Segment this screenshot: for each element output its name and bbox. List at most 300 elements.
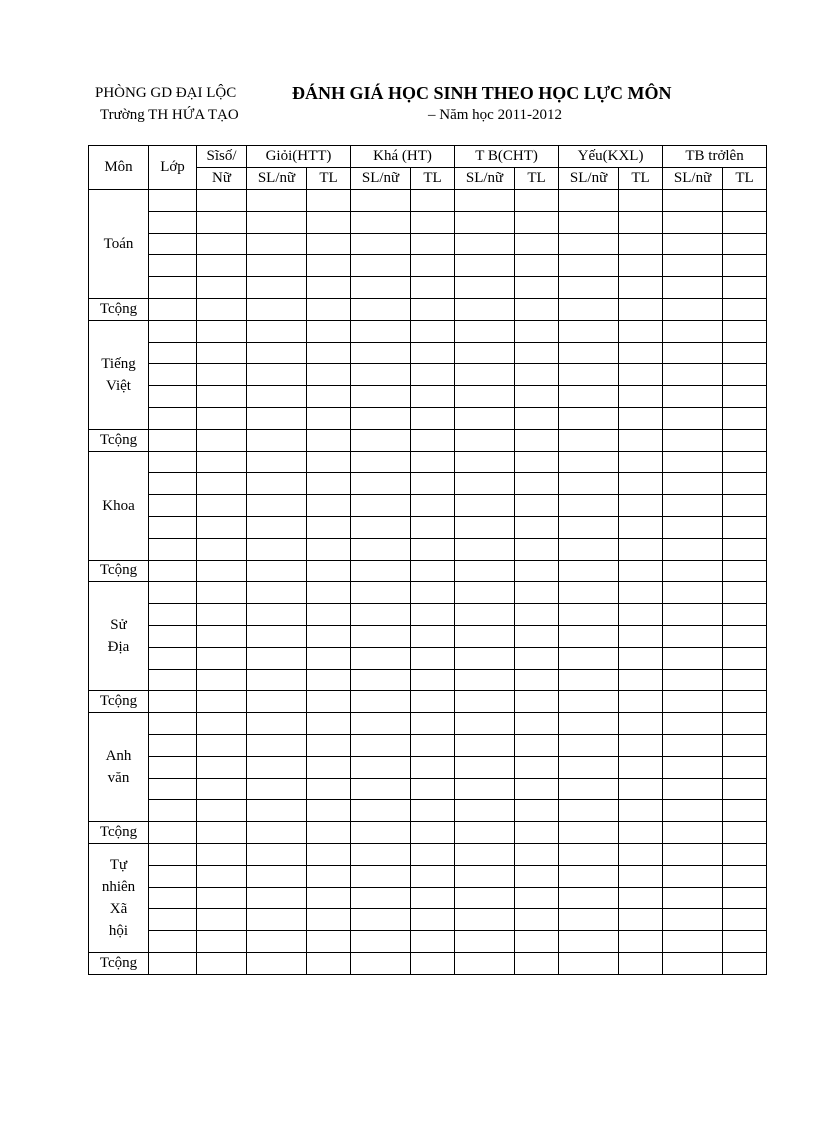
total-cell[interactable] [515,952,559,974]
data-cell[interactable] [455,538,515,560]
data-cell[interactable] [663,473,723,495]
data-cell[interactable] [351,756,411,778]
data-cell[interactable] [411,800,455,822]
data-cell[interactable] [723,800,767,822]
data-cell[interactable] [455,647,515,669]
data-cell[interactable] [455,713,515,735]
data-cell[interactable] [149,887,197,909]
data-cell[interactable] [247,778,307,800]
data-cell[interactable] [149,778,197,800]
data-cell[interactable] [149,211,197,233]
data-cell[interactable] [455,582,515,604]
data-cell[interactable] [247,887,307,909]
total-cell[interactable] [247,560,307,582]
data-cell[interactable] [411,277,455,299]
total-cell[interactable] [351,560,411,582]
data-cell[interactable] [197,865,247,887]
data-cell[interactable] [663,734,723,756]
data-cell[interactable] [197,778,247,800]
data-cell[interactable] [515,778,559,800]
data-cell[interactable] [663,320,723,342]
total-cell[interactable] [247,429,307,451]
data-cell[interactable] [663,669,723,691]
total-cell[interactable] [559,560,619,582]
data-cell[interactable] [149,516,197,538]
data-cell[interactable] [149,364,197,386]
data-cell[interactable] [455,778,515,800]
data-cell[interactable] [307,865,351,887]
data-cell[interactable] [247,538,307,560]
total-cell[interactable] [307,298,351,320]
total-cell[interactable] [411,691,455,713]
total-cell[interactable] [559,429,619,451]
data-cell[interactable] [307,451,351,473]
data-cell[interactable] [197,909,247,931]
data-cell[interactable] [307,843,351,865]
data-cell[interactable] [247,713,307,735]
data-cell[interactable] [559,407,619,429]
data-cell[interactable] [351,778,411,800]
data-cell[interactable] [197,931,247,953]
total-cell[interactable] [455,691,515,713]
data-cell[interactable] [351,386,411,408]
data-cell[interactable] [559,756,619,778]
total-cell[interactable] [411,952,455,974]
data-cell[interactable] [515,190,559,212]
total-cell[interactable] [619,822,663,844]
data-cell[interactable] [619,800,663,822]
data-cell[interactable] [619,843,663,865]
data-cell[interactable] [723,516,767,538]
data-cell[interactable] [559,909,619,931]
data-cell[interactable] [559,516,619,538]
data-cell[interactable] [247,756,307,778]
total-cell[interactable] [307,560,351,582]
data-cell[interactable] [515,887,559,909]
data-cell[interactable] [619,778,663,800]
data-cell[interactable] [247,516,307,538]
data-cell[interactable] [619,320,663,342]
data-cell[interactable] [247,451,307,473]
data-cell[interactable] [559,320,619,342]
data-cell[interactable] [307,734,351,756]
data-cell[interactable] [247,669,307,691]
data-cell[interactable] [411,669,455,691]
data-cell[interactable] [515,604,559,626]
data-cell[interactable] [663,190,723,212]
total-cell[interactable] [247,691,307,713]
data-cell[interactable] [411,386,455,408]
data-cell[interactable] [619,386,663,408]
data-cell[interactable] [197,647,247,669]
data-cell[interactable] [663,516,723,538]
data-cell[interactable] [619,756,663,778]
data-cell[interactable] [351,669,411,691]
total-cell[interactable] [411,822,455,844]
data-cell[interactable] [149,625,197,647]
data-cell[interactable] [307,255,351,277]
data-cell[interactable] [411,516,455,538]
data-cell[interactable] [515,255,559,277]
data-cell[interactable] [619,713,663,735]
data-cell[interactable] [663,865,723,887]
data-cell[interactable] [455,734,515,756]
data-cell[interactable] [307,800,351,822]
data-cell[interactable] [663,233,723,255]
total-cell[interactable] [515,822,559,844]
data-cell[interactable] [149,342,197,364]
data-cell[interactable] [247,407,307,429]
total-cell[interactable] [149,691,197,713]
total-cell[interactable] [455,560,515,582]
data-cell[interactable] [515,538,559,560]
data-cell[interactable] [515,277,559,299]
data-cell[interactable] [247,647,307,669]
data-cell[interactable] [411,451,455,473]
data-cell[interactable] [559,386,619,408]
total-cell[interactable] [149,429,197,451]
data-cell[interactable] [723,909,767,931]
data-cell[interactable] [351,516,411,538]
data-cell[interactable] [515,582,559,604]
total-cell[interactable] [723,952,767,974]
data-cell[interactable] [149,386,197,408]
data-cell[interactable] [619,364,663,386]
data-cell[interactable] [515,734,559,756]
total-cell[interactable] [247,952,307,974]
data-cell[interactable] [351,342,411,364]
total-cell[interactable] [619,298,663,320]
data-cell[interactable] [307,647,351,669]
data-cell[interactable] [663,887,723,909]
data-cell[interactable] [307,473,351,495]
data-cell[interactable] [307,756,351,778]
data-cell[interactable] [515,625,559,647]
data-cell[interactable] [149,473,197,495]
data-cell[interactable] [149,734,197,756]
data-cell[interactable] [197,516,247,538]
data-cell[interactable] [723,190,767,212]
data-cell[interactable] [455,473,515,495]
total-cell[interactable] [723,691,767,713]
data-cell[interactable] [455,756,515,778]
data-cell[interactable] [351,255,411,277]
data-cell[interactable] [351,734,411,756]
data-cell[interactable] [307,713,351,735]
data-cell[interactable] [455,342,515,364]
data-cell[interactable] [247,931,307,953]
data-cell[interactable] [307,495,351,517]
total-cell[interactable] [149,822,197,844]
data-cell[interactable] [411,211,455,233]
total-cell[interactable] [663,822,723,844]
data-cell[interactable] [307,233,351,255]
data-cell[interactable] [663,538,723,560]
data-cell[interactable] [411,320,455,342]
total-cell[interactable] [197,560,247,582]
data-cell[interactable] [307,342,351,364]
data-cell[interactable] [663,931,723,953]
data-cell[interactable] [619,190,663,212]
data-cell[interactable] [663,625,723,647]
data-cell[interactable] [723,277,767,299]
data-cell[interactable] [411,887,455,909]
data-cell[interactable] [619,538,663,560]
total-cell[interactable] [247,298,307,320]
data-cell[interactable] [351,625,411,647]
data-cell[interactable] [351,887,411,909]
total-cell[interactable] [455,822,515,844]
data-cell[interactable] [559,451,619,473]
data-cell[interactable] [197,255,247,277]
data-cell[interactable] [197,734,247,756]
total-cell[interactable] [149,952,197,974]
total-cell[interactable] [619,691,663,713]
data-cell[interactable] [197,713,247,735]
data-cell[interactable] [723,386,767,408]
data-cell[interactable] [247,277,307,299]
total-cell[interactable] [149,560,197,582]
data-cell[interactable] [455,604,515,626]
data-cell[interactable] [351,364,411,386]
data-cell[interactable] [723,713,767,735]
data-cell[interactable] [197,843,247,865]
total-cell[interactable] [663,298,723,320]
data-cell[interactable] [411,713,455,735]
data-cell[interactable] [149,495,197,517]
total-cell[interactable] [351,691,411,713]
total-cell[interactable] [455,952,515,974]
data-cell[interactable] [149,800,197,822]
data-cell[interactable] [197,211,247,233]
data-cell[interactable] [197,800,247,822]
data-cell[interactable] [351,909,411,931]
data-cell[interactable] [723,320,767,342]
data-cell[interactable] [663,211,723,233]
data-cell[interactable] [411,625,455,647]
data-cell[interactable] [723,865,767,887]
data-cell[interactable] [559,190,619,212]
total-cell[interactable] [351,952,411,974]
data-cell[interactable] [197,233,247,255]
data-cell[interactable] [197,669,247,691]
total-cell[interactable] [411,560,455,582]
data-cell[interactable] [247,364,307,386]
data-cell[interactable] [619,931,663,953]
data-cell[interactable] [351,843,411,865]
data-cell[interactable] [663,800,723,822]
data-cell[interactable] [619,407,663,429]
data-cell[interactable] [515,516,559,538]
data-cell[interactable] [351,407,411,429]
total-cell[interactable] [723,298,767,320]
total-cell[interactable] [351,429,411,451]
total-cell[interactable] [411,298,455,320]
data-cell[interactable] [559,647,619,669]
data-cell[interactable] [411,931,455,953]
data-cell[interactable] [619,887,663,909]
data-cell[interactable] [663,756,723,778]
data-cell[interactable] [619,473,663,495]
data-cell[interactable] [411,538,455,560]
data-cell[interactable] [723,233,767,255]
data-cell[interactable] [559,604,619,626]
data-cell[interactable] [411,734,455,756]
data-cell[interactable] [197,495,247,517]
total-cell[interactable] [619,560,663,582]
data-cell[interactable] [247,342,307,364]
total-cell[interactable] [197,429,247,451]
data-cell[interactable] [307,582,351,604]
data-cell[interactable] [247,473,307,495]
data-cell[interactable] [307,909,351,931]
data-cell[interactable] [723,931,767,953]
data-cell[interactable] [455,255,515,277]
data-cell[interactable] [307,538,351,560]
data-cell[interactable] [197,604,247,626]
data-cell[interactable] [411,604,455,626]
data-cell[interactable] [351,451,411,473]
data-cell[interactable] [351,800,411,822]
data-cell[interactable] [455,495,515,517]
data-cell[interactable] [723,843,767,865]
data-cell[interactable] [149,909,197,931]
data-cell[interactable] [619,625,663,647]
data-cell[interactable] [559,495,619,517]
data-cell[interactable] [723,604,767,626]
data-cell[interactable] [663,407,723,429]
data-cell[interactable] [723,647,767,669]
data-cell[interactable] [559,473,619,495]
data-cell[interactable] [411,342,455,364]
total-cell[interactable] [307,952,351,974]
data-cell[interactable] [663,277,723,299]
total-cell[interactable] [619,952,663,974]
data-cell[interactable] [351,647,411,669]
data-cell[interactable] [197,386,247,408]
data-cell[interactable] [515,713,559,735]
data-cell[interactable] [663,604,723,626]
data-cell[interactable] [351,320,411,342]
data-cell[interactable] [559,931,619,953]
total-cell[interactable] [515,560,559,582]
data-cell[interactable] [455,190,515,212]
data-cell[interactable] [619,909,663,931]
data-cell[interactable] [559,843,619,865]
data-cell[interactable] [411,407,455,429]
data-cell[interactable] [149,407,197,429]
data-cell[interactable] [307,277,351,299]
total-cell[interactable] [723,429,767,451]
total-cell[interactable] [351,822,411,844]
data-cell[interactable] [515,495,559,517]
data-cell[interactable] [455,233,515,255]
data-cell[interactable] [351,277,411,299]
data-cell[interactable] [723,451,767,473]
data-cell[interactable] [559,625,619,647]
data-cell[interactable] [197,625,247,647]
total-cell[interactable] [197,298,247,320]
data-cell[interactable] [723,495,767,517]
data-cell[interactable] [515,647,559,669]
data-cell[interactable] [515,320,559,342]
data-cell[interactable] [411,756,455,778]
data-cell[interactable] [619,516,663,538]
data-cell[interactable] [307,516,351,538]
data-cell[interactable] [619,647,663,669]
data-cell[interactable] [559,734,619,756]
total-cell[interactable] [515,298,559,320]
data-cell[interactable] [515,364,559,386]
data-cell[interactable] [619,495,663,517]
data-cell[interactable] [515,800,559,822]
data-cell[interactable] [455,386,515,408]
data-cell[interactable] [411,495,455,517]
data-cell[interactable] [247,386,307,408]
data-cell[interactable] [515,451,559,473]
data-cell[interactable] [411,473,455,495]
data-cell[interactable] [411,909,455,931]
data-cell[interactable] [149,190,197,212]
data-cell[interactable] [619,734,663,756]
total-cell[interactable] [619,429,663,451]
data-cell[interactable] [515,669,559,691]
data-cell[interactable] [723,734,767,756]
total-cell[interactable] [663,952,723,974]
data-cell[interactable] [197,320,247,342]
data-cell[interactable] [411,582,455,604]
data-cell[interactable] [515,909,559,931]
data-cell[interactable] [619,342,663,364]
total-cell[interactable] [307,691,351,713]
total-cell[interactable] [307,822,351,844]
data-cell[interactable] [663,495,723,517]
total-cell[interactable] [559,822,619,844]
data-cell[interactable] [351,931,411,953]
total-cell[interactable] [515,429,559,451]
data-cell[interactable] [307,386,351,408]
data-cell[interactable] [149,843,197,865]
data-cell[interactable] [723,211,767,233]
data-cell[interactable] [351,211,411,233]
data-cell[interactable] [149,756,197,778]
data-cell[interactable] [149,713,197,735]
data-cell[interactable] [411,843,455,865]
data-cell[interactable] [619,233,663,255]
data-cell[interactable] [247,190,307,212]
data-cell[interactable] [559,887,619,909]
data-cell[interactable] [307,669,351,691]
data-cell[interactable] [723,473,767,495]
data-cell[interactable] [197,407,247,429]
data-cell[interactable] [149,931,197,953]
data-cell[interactable] [149,255,197,277]
data-cell[interactable] [247,255,307,277]
data-cell[interactable] [351,233,411,255]
data-cell[interactable] [197,342,247,364]
data-cell[interactable] [351,473,411,495]
data-cell[interactable] [619,211,663,233]
data-cell[interactable] [247,211,307,233]
total-cell[interactable] [663,691,723,713]
data-cell[interactable] [307,407,351,429]
total-cell[interactable] [663,560,723,582]
data-cell[interactable] [559,865,619,887]
total-cell[interactable] [411,429,455,451]
data-cell[interactable] [307,625,351,647]
data-cell[interactable] [197,277,247,299]
data-cell[interactable] [307,364,351,386]
